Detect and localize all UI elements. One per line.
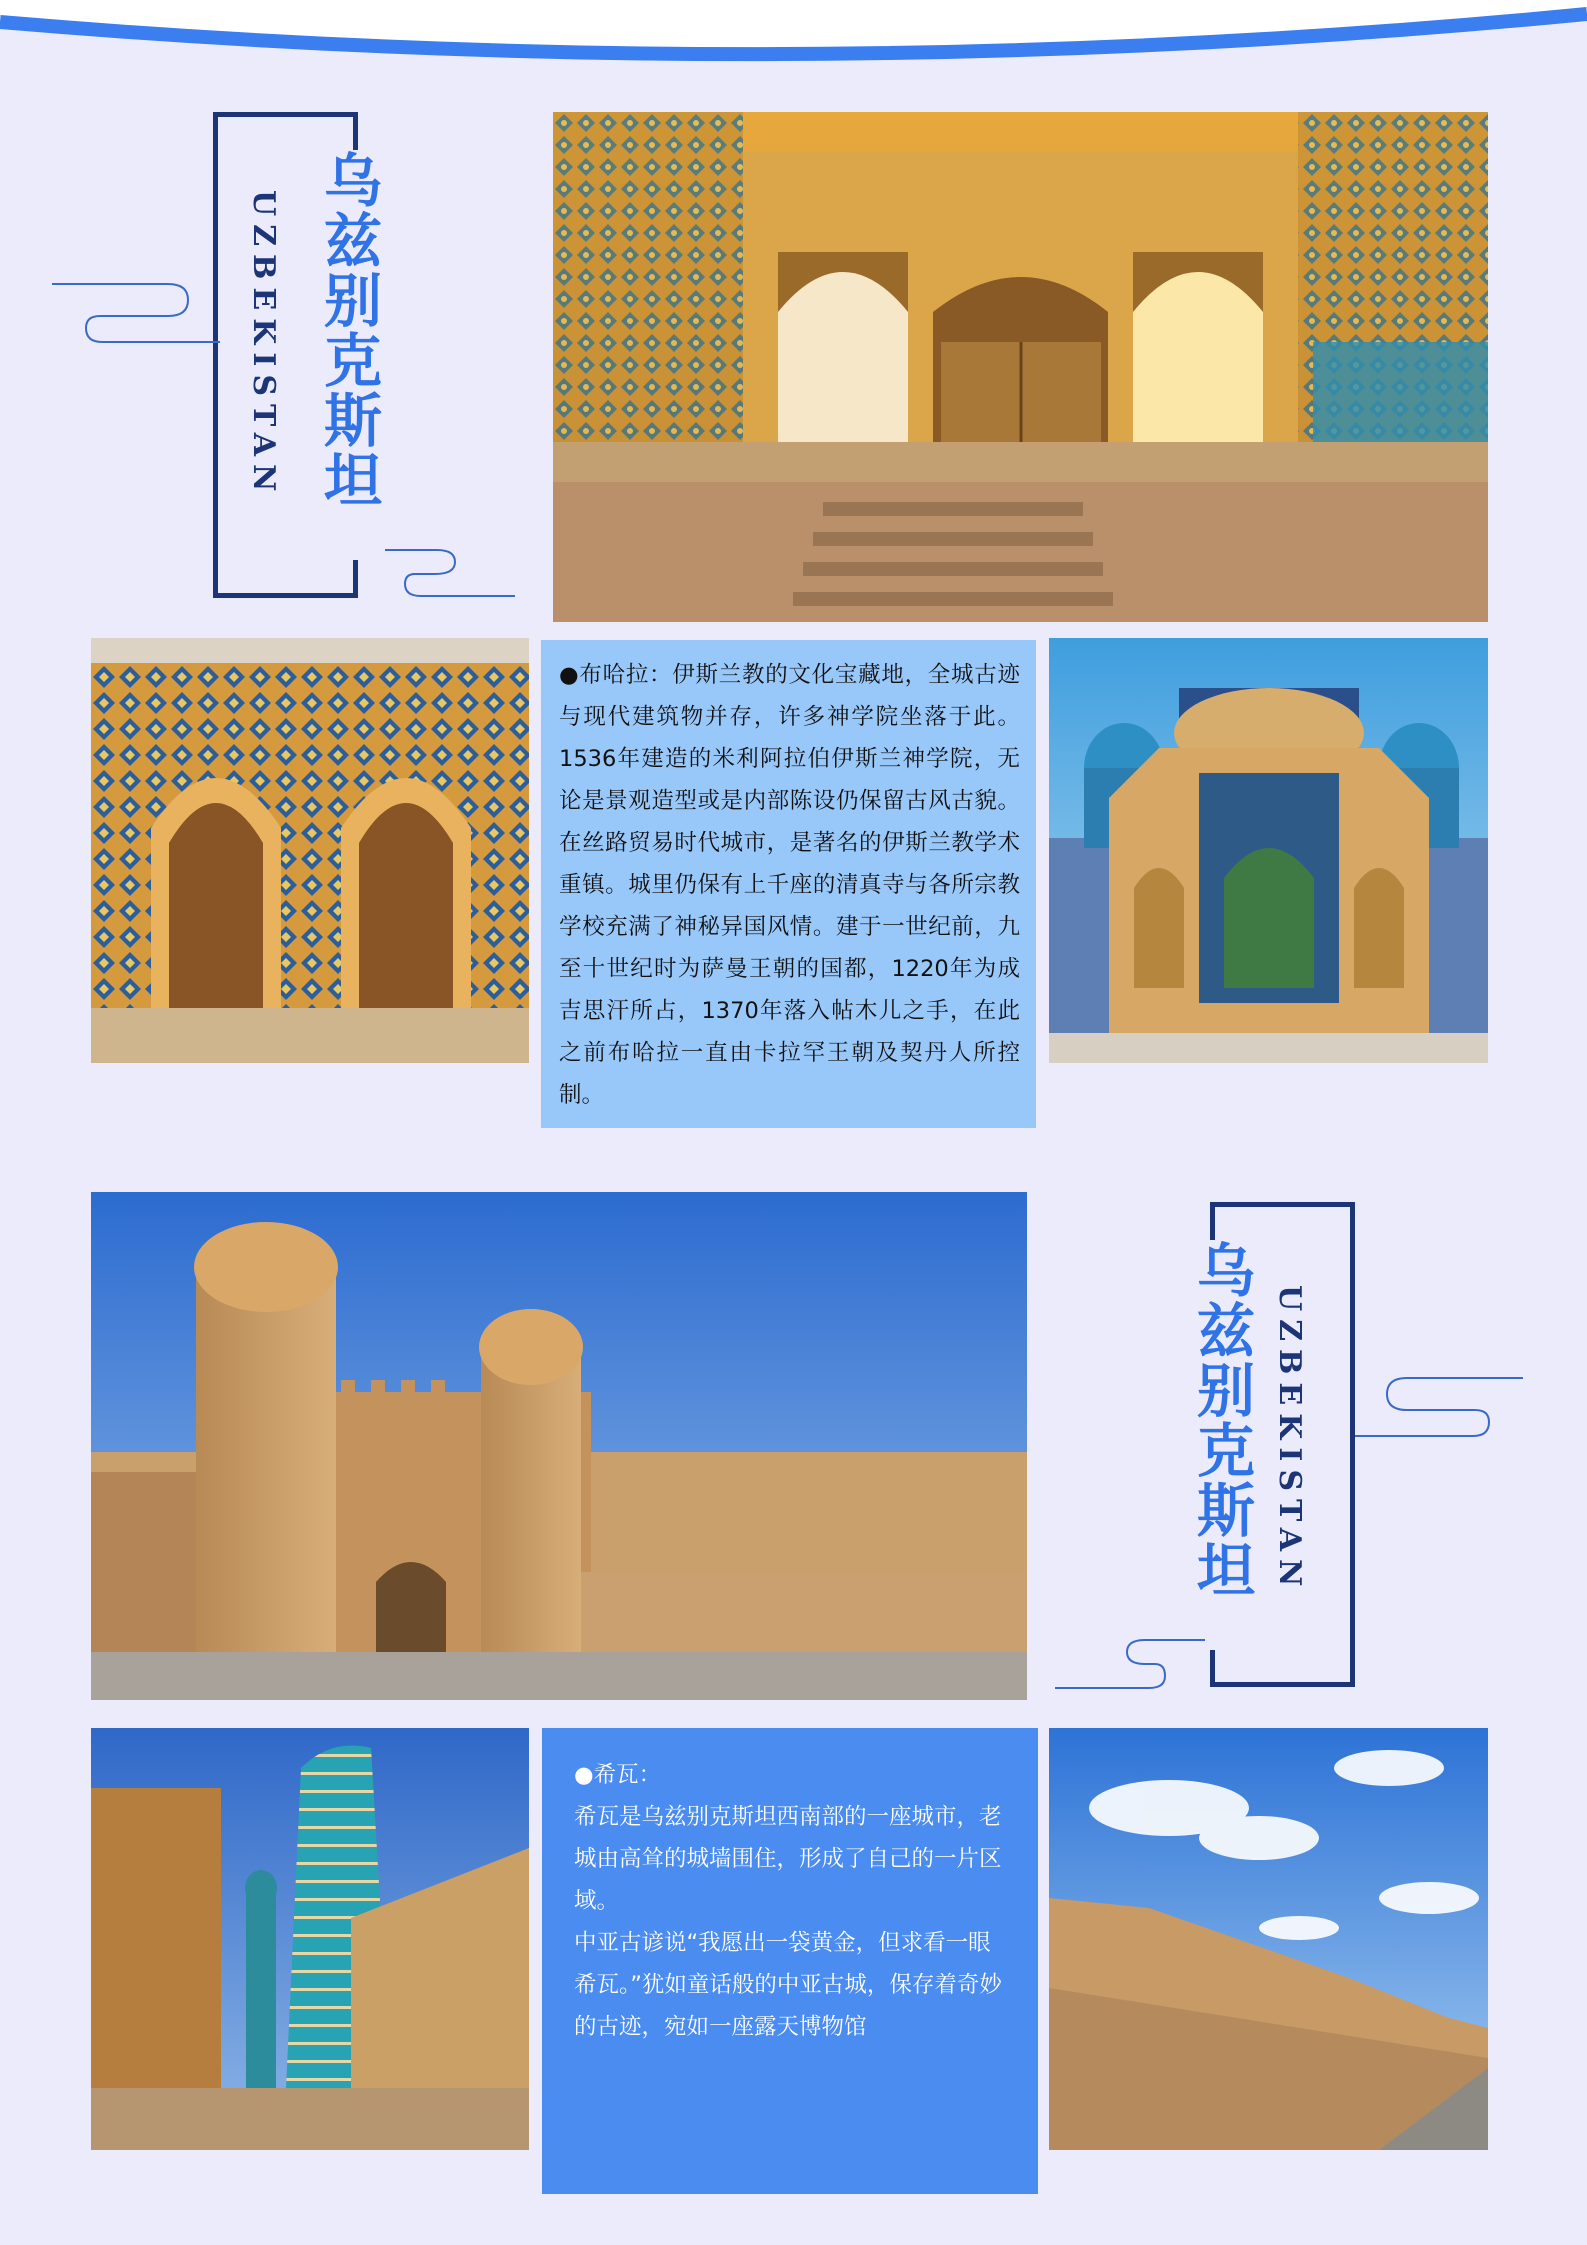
bukhara-description-card — [541, 640, 1036, 1128]
khiva-paragraph-1: 希瓦是乌兹别克斯坦西南部的一座城市，老城由高耸的城墙围住，形成了自己的一片区域。 — [574, 1804, 1002, 1914]
title-english-1: UZBEKISTAN — [246, 190, 281, 500]
title-english-2: UZBEKISTAN — [1272, 1285, 1307, 1595]
khiva-city-wall-photo — [1049, 1728, 1488, 2150]
khiva-paragraph-2: 中亚古谚说“我愿出一袋黄金，但求看一眼希瓦。”犹如童话般的中亚古城，保存着奇妙的古迹，宛如一座露天博物馆 — [574, 1930, 1002, 2040]
title-chinese-2: 乌兹别克斯坦 — [1183, 1240, 1253, 1650]
madrasa-portal-photo — [553, 112, 1488, 622]
khiva-description-card — [542, 1728, 1038, 2194]
title-chinese-1: 乌兹别克斯坦 — [310, 150, 380, 560]
bukhara-description-text: ●布哈拉：伊斯兰教的文化宝藏地，全城古迹与现代建筑物并存，许多神学院坐落于此。1536年建造的米利阿拉伯伊斯兰神学院，无论是景观造型或是内部陈设仍保留古风古貌。在丝路贸易时代城市，是著名的伊斯兰教学术重镇。城里仍保有上千座的清真寺与各所宗教学校充满了神秘异国风情。建于一世纪前，九至十世纪时为萨曼王朝的国都，1220年为成吉思汗所占，1370年落入帖木儿之手，在此之前布哈拉一直由卡拉罕王朝及契丹人所控制。 — [559, 662, 1020, 1108]
arched-iwans-photo — [91, 638, 529, 1063]
cloud-swirl-decoration — [385, 548, 515, 600]
khiva-heading: ●希瓦： — [574, 1762, 662, 1788]
khiva-city-gate-photo — [91, 1192, 1027, 1700]
cloud-swirl-decoration — [1355, 1374, 1525, 1444]
octagonal-pavilion-photo — [1049, 638, 1488, 1063]
kalta-minor-minaret-photo — [91, 1728, 529, 2150]
top-wave-decoration — [0, 0, 1587, 70]
cloud-swirl-decoration — [1055, 1638, 1205, 1690]
cloud-swirl-decoration — [50, 280, 220, 350]
